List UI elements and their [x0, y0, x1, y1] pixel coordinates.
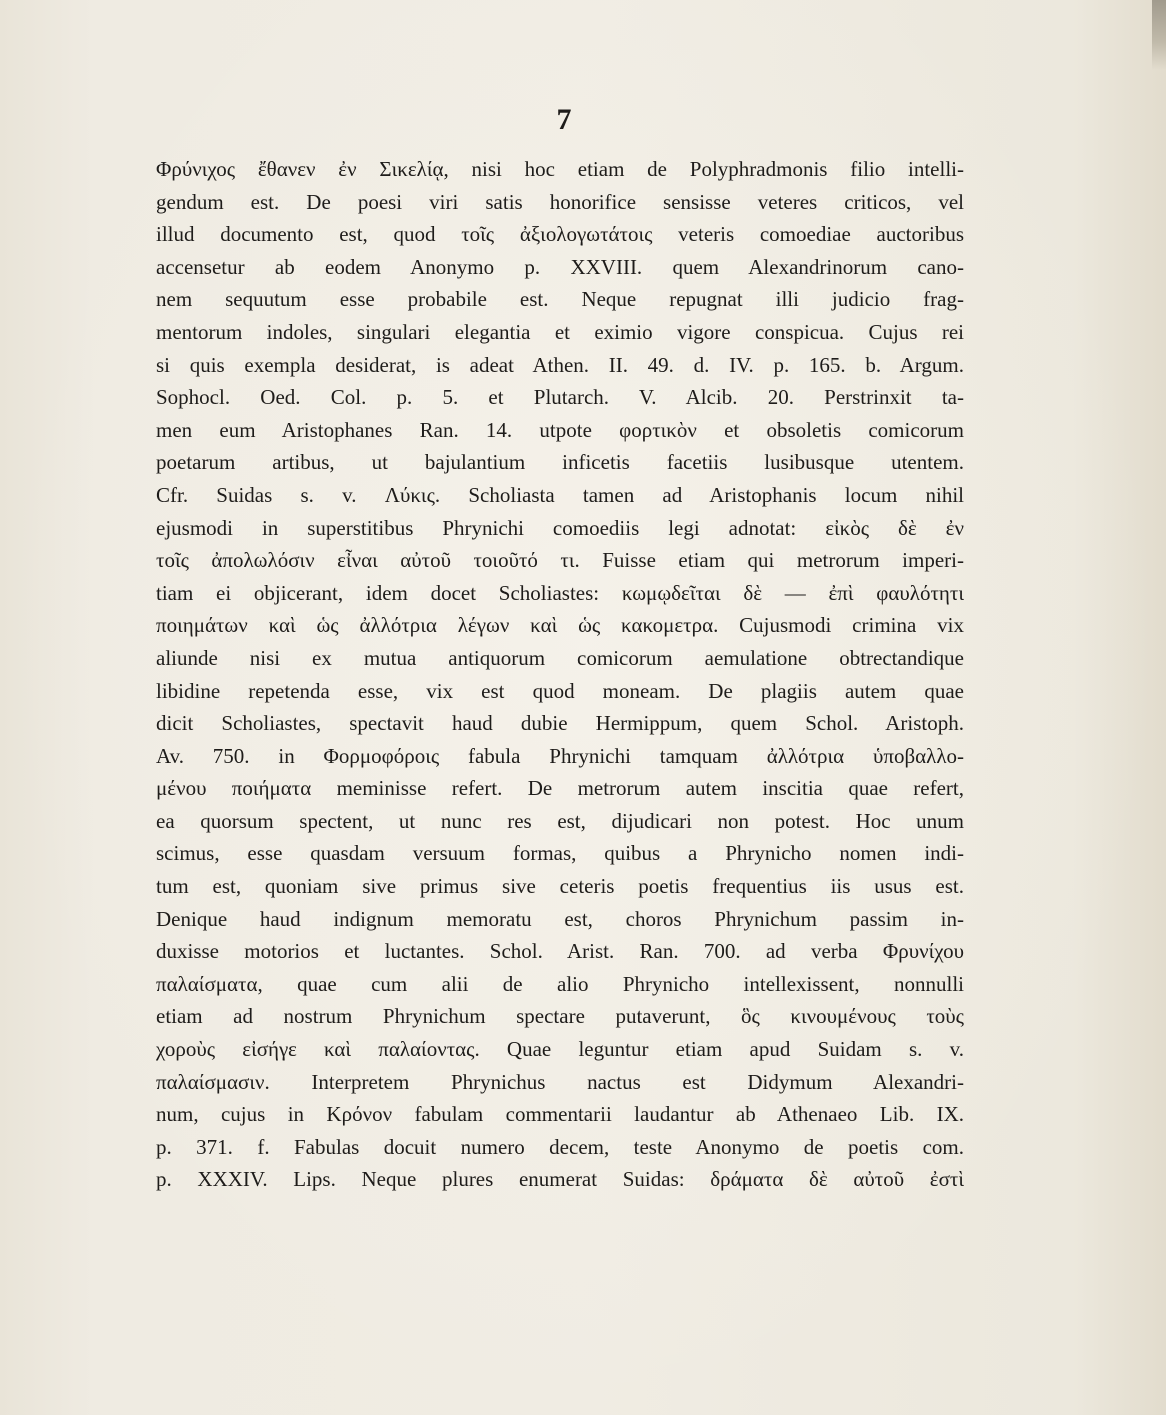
text-line: Cfr. Suidas s. v. Λύκις. Scholiasta tamen ad Aristophanis locum nihil [156, 482, 964, 507]
page-corner-shadow [1152, 0, 1166, 70]
text-line: accensetur ab eodem Anonymo p. XXVIII. quem Alexandrinorum cano- [156, 254, 964, 279]
text-line: nem sequutum esse probabile est. Neque repugnat illi judicio frag- [156, 287, 964, 312]
text-line: Sophocl. Oed. Col. p. 5. et Plutarch. V. Alcib. 20. Perstrinxit ta- [156, 385, 964, 410]
body-text [156, 153, 964, 1196]
text-line: p. XXXIV. Lips. Neque plures enumerat Suidas: δράματα δὲ αὐτοῦ ἐστὶ [156, 1167, 964, 1192]
text-line: si quis exempla desiderat, is adeat Athen. II. 49. d. IV. p. 165. b. Argum. [156, 352, 964, 377]
text-line: tiam ei objicerant, idem docet Scholiastes: κωμῳδεῖται δὲ — ἐπὶ φαυλότητι [156, 580, 964, 605]
text-line: scimus, esse quasdam versuum formas, quibus a Phrynicho nomen indi- [156, 841, 964, 866]
text-line: Denique haud indignum memoratu est, choros Phrynichum passim in- [156, 906, 964, 931]
text-line: tum est, quoniam sive primus sive ceteris poetis frequentius iis usus est. [156, 874, 964, 899]
text-line: παλαίσματα, quae cum alii de alio Phrynicho intellexissent, nonnulli [156, 971, 964, 996]
text-line: ποιημάτων καὶ ὡς ἀλλότρια λέγων καὶ ὡς κακομετρα. Cujusmodi crimina vix [156, 613, 964, 638]
text-line: παλαίσμασιν. Interpretem Phrynichus nactus est Didymum Alexandri- [156, 1069, 964, 1094]
text-line: Φρύνιχος ἔθανεν ἐν Σικελίᾳ, nisi hoc etiam de Polyphradmonis filio intelli- [156, 157, 964, 181]
text-line: mentorum indoles, singulari elegantia et eximio vigore conspicua. Cujus rei [156, 319, 964, 344]
text-line: etiam ad nostrum Phrynichum spectare putaverunt, ὃς κινουμένους τοὺς [156, 1004, 964, 1029]
text-line: libidine repetenda esse, vix est quod moneam. De plagiis autem quae [156, 678, 964, 703]
text-line: poetarum artibus, ut bajulantium inficetis facetiis lusibusque utentem. [156, 450, 964, 475]
text-line: dicit Scholiastes, spectavit haud dubie Hermippum, quem Schol. Aristoph. [156, 711, 964, 736]
text-line: aliunde nisi ex mutua antiquorum comicorum aemulatione obtrectandique [156, 645, 964, 670]
text-line: ea quorsum spectent, ut nunc res est, dijudicari non potest. Hoc unum [156, 808, 964, 833]
text-line: χοροὺς εἰσήγε καὶ παλαίοντας. Quae leguntur etiam apud Suidam s. v. [156, 1037, 964, 1062]
text-line: Av. 750. in Φορμοφόροις fabula Phrynichi tamquam ἀλλότρια ὑποβαλλο- [156, 743, 964, 768]
text-line: ejusmodi in superstitibus Phrynichi comoediis legi adnotat: εἰκὸς δὲ ἐν [156, 515, 964, 540]
text-line: p. 371. f. Fabulas docuit numero decem, teste Anonymo de poetis com. [156, 1134, 964, 1159]
text-line: num, cujus in Κρόνον fabulam commentarii laudantur ab Athenaeo Lib. IX. [156, 1102, 964, 1127]
text-line: men eum Aristophanes Ran. 14. utpote φορτικὸν et obsoletis comicorum [156, 417, 964, 442]
text-line: gendum est. De poesi viri satis honorifice sensisse veteres criticos, vel [156, 189, 964, 214]
text-line: τοῖς ἀπολωλόσιν εἶναι αὐτοῦ τοιοῦτό τι. Fuisse etiam qui metrorum imperi- [156, 548, 964, 573]
text-line: illud documento est, quod τοῖς ἀξιολογωτάτοις veteris comoediae auctoribus [156, 222, 964, 247]
text-line: μένου ποιήματα meminisse refert. De metrorum autem inscitia quae refert, [156, 776, 964, 801]
text-line: duxisse motorios et luctantes. Schol. Arist. Ran. 700. ad verba Φρυνίχου [156, 939, 964, 964]
page-number: 7 [556, 103, 572, 136]
